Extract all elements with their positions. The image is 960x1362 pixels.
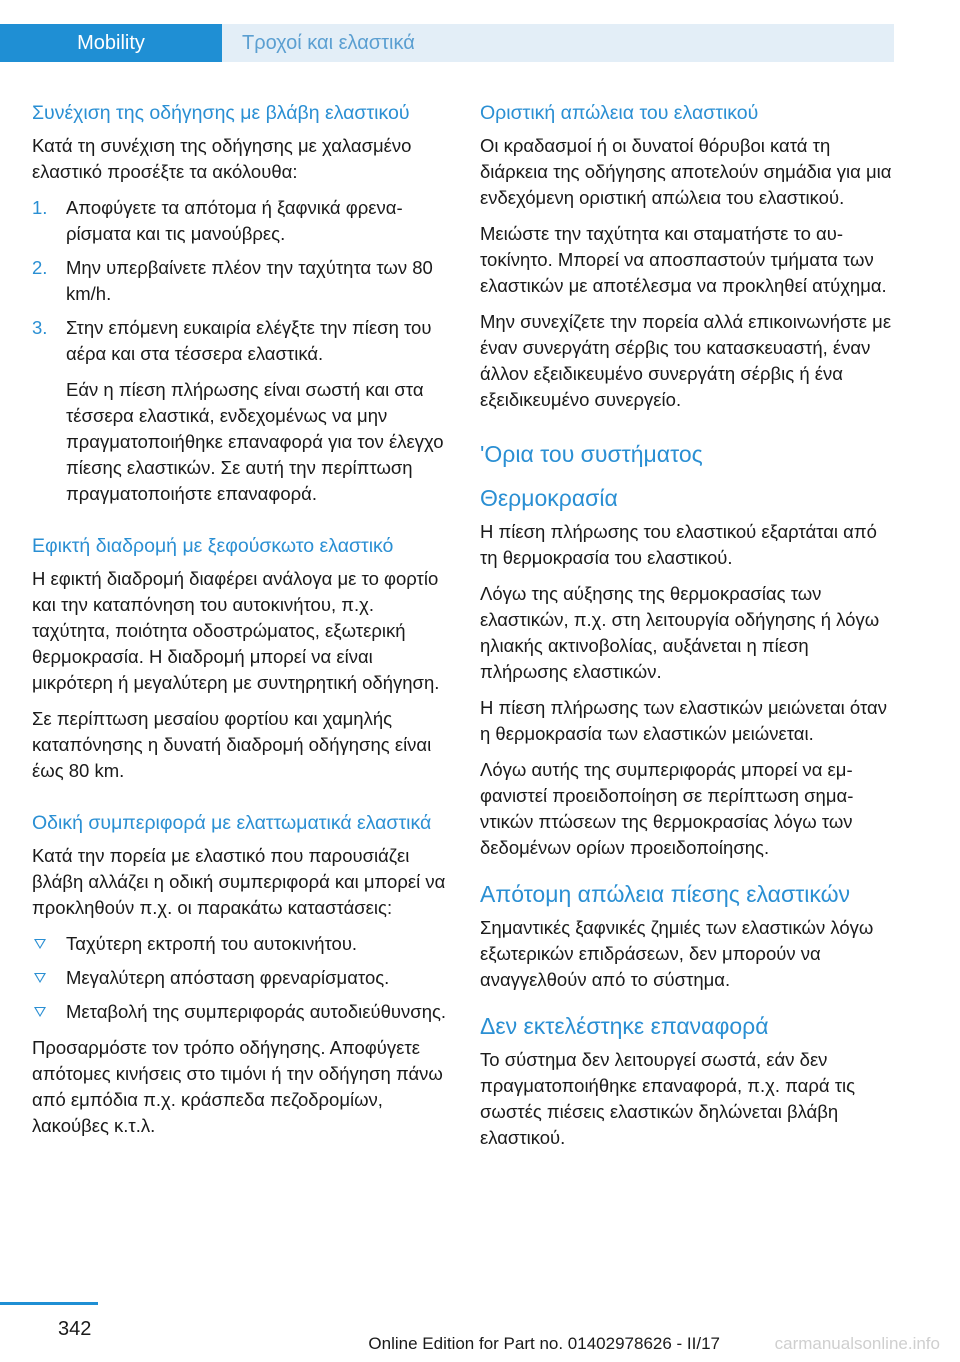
step-number: 1. bbox=[32, 197, 48, 218]
spacer bbox=[32, 517, 450, 533]
bullet-text: Ταχύτερη εκτροπή του αυτοκινήτου. bbox=[66, 933, 358, 954]
page-number: 342 bbox=[58, 1318, 92, 1340]
paragraph: Λόγω της αύξησης της θερμοκρασίας των ελαστικών, π.χ. στη λειτουργία οδήγησης ή λόγω ηλιακής ακτινοβολίας, αυξάνεται η πίεση πλήρωσης ελαστικών. bbox=[480, 583, 880, 682]
bullet-text: Μεγαλύτερη απόσταση φρεναρίσματος. bbox=[66, 967, 390, 988]
heading-tire-loss: Οριστική απώλεια του ελαστικού bbox=[480, 102, 759, 124]
heading-handling: Οδική συμπεριφορά με ελαττωματικά ελαστικά bbox=[32, 812, 432, 834]
spacer bbox=[480, 475, 898, 483]
spacer bbox=[480, 871, 898, 879]
chapter-tab-mobility: Mobility bbox=[0, 24, 222, 62]
step-note: Εάν η πίεση πλήρωσης είναι σωστή και στα τέσσερα ελαστικά, ενδεχομένως να μην πραγματοποιήθηκε επαναφορά για τον έλεγχο πίεσης ελαστικών. Σε αυτή την περίπτωση πραγματοποιήστε επαναφορά. bbox=[66, 379, 444, 504]
steps-list bbox=[32, 195, 450, 367]
heading-possible-range: Εφικτή διαδρομή με ξεφούσκωτο ελαστικό bbox=[32, 535, 394, 557]
left-column bbox=[32, 100, 450, 1149]
bullet-list bbox=[32, 931, 450, 1025]
paragraph: Το σύστημα δεν λειτουργεί σωστά, εάν δεν πραγματοποιήθηκε επαναφορά, π.χ. παρά τις σωστές πιέσεις ελαστικών δηλώνεται βλάβη ελαστικού. bbox=[480, 1049, 856, 1148]
watermark: carmanualsonline.info bbox=[774, 1334, 940, 1353]
page-header bbox=[0, 0, 960, 62]
paragraph: Μειώστε την ταχύτητα και σταματήστε το αυτοκίνητο. Μπορεί να αποσπαστούν τμήματα των ελαστικών με αποτέλεσμα να προκληθεί ατύχημα. bbox=[480, 223, 887, 296]
bullet-text: Μεταβολή της συμπεριφοράς αυτοδιεύθυνσης. bbox=[66, 1001, 447, 1022]
paragraph: Λόγω αυτής της συμπεριφοράς μπορεί να εμφανιστεί προειδοποίηση σε περίπτωση σημαντικών πτώσεων της θερμοκρασίας λόγω των δεδομένων ορίων προειδοποίησης. bbox=[480, 759, 854, 858]
heading-temperature: Θερμοκρασία bbox=[480, 485, 618, 511]
step-text: Μην υπερβαίνετε πλέον την ταχύτητα των 80 km/h. bbox=[66, 257, 433, 304]
paragraph: Προσαρμόστε τον τρόπο οδήγησης. Αποφύγετε απότομες κινήσεις στο τιμόνι ή την οδήγηση πάνω από εμπόδια π.χ. κράσπεδα πεζοδρομίων, λακούβες κ.τ.λ. bbox=[32, 1037, 443, 1136]
list-item bbox=[32, 931, 450, 957]
paragraph: Μην συνεχίζετε την πορεία αλλά επικοινωνήστε με έναν συνεργάτη σέρβις του κατασκευαστή, έναν άλλον εξειδικευμένο συνεργάτη σέρβις ή ένα εξειδικευμένο συνεργείο. bbox=[480, 311, 892, 410]
step-text: Αποφύγετε τα απότομα ή ξαφνικά φρεναρίσματα και τις μανούβρες. bbox=[66, 197, 403, 244]
section-title: Τροχοί και ελαστικά bbox=[222, 24, 894, 62]
list-item bbox=[32, 315, 450, 367]
edition-note: Online Edition for Part no. 01402978626 - II/17 bbox=[368, 1334, 720, 1353]
spacer bbox=[32, 794, 450, 810]
spacer bbox=[480, 1003, 898, 1011]
triangle-bullet-icon bbox=[34, 973, 46, 983]
list-item bbox=[32, 965, 450, 991]
spacer bbox=[480, 423, 898, 439]
paragraph: Κατά την πορεία με ελαστικό που παρουσιάζει βλάβη αλλάζει η οδική συμπεριφορά και μπορεί να προκληθούν π.χ. οι παρακάτω καταστάσεις: bbox=[32, 845, 446, 918]
paragraph: Σημαντικές ξαφνικές ζημιές των ελαστικών λόγω εξωτερικών επιδράσεων, δεν μπορούν να αναγγελθούν από το σύστημα. bbox=[480, 917, 874, 990]
heading-system-limits: 'Ορια του συστήματος bbox=[480, 441, 703, 467]
heading-no-reset: Δεν εκτελέστηκε επαναφορά bbox=[480, 1013, 769, 1039]
list-item bbox=[32, 999, 450, 1025]
list-item bbox=[32, 255, 450, 307]
paragraph: Η πίεση πλήρωσης των ελαστικών μειώνεται όταν η θερμοκρασία των ελαστικών μειώνεται. bbox=[480, 697, 887, 744]
heading-sudden-pressure-loss: Απότομη απώλεια πίεσης ελαστικών bbox=[480, 881, 851, 907]
paragraph: Η πίεση πλήρωσης του ελαστικού εξαρτάται από τη θερμοκρασία του ελαστικού. bbox=[480, 521, 877, 568]
paragraph: Οι κραδασμοί ή οι δυνατοί θόρυβοι κατά τη διάρκεια της οδήγησης αποτελούν σημάδια για μια ενδεχόμενη οριστική απώλεια του ελαστικού. bbox=[480, 135, 892, 208]
heading-continue-driving: Συνέχιση της οδήγησης με βλάβη ελαστικού bbox=[32, 102, 410, 124]
footer-rule bbox=[0, 1302, 98, 1305]
paragraph: Η εφικτή διαδρομή διαφέρει ανάλογα με το φορτίο και την καταπόνηση του αυτοκινήτου, π.χ. ταχύτητα, ποιότητα οδοστρώματος, εξωτερική θερμοκρασία. Η διαδρομή μπορεί να είναι μικρότερη ή μεγαλύτερη με συντηρητική οδήγηση. bbox=[32, 568, 440, 693]
step-number: 2. bbox=[32, 257, 48, 278]
list-item bbox=[32, 195, 450, 247]
step-text: Στην επόμενη ευκαιρία ελέγξτε την πίεση του αέρα και στα τέσσερα ελαστικά. bbox=[66, 317, 432, 364]
right-column bbox=[480, 100, 898, 1161]
triangle-bullet-icon bbox=[34, 939, 46, 949]
paragraph: Κατά τη συνέχιση της οδήγησης με χαλασμένο ελαστικό προσέξτε τα ακόλουθα: bbox=[32, 135, 412, 182]
step-number: 3. bbox=[32, 317, 48, 338]
triangle-bullet-icon bbox=[34, 1007, 46, 1017]
paragraph: Σε περίπτωση μεσαίου φορτίου και χαμηλής καταπόνησης η δυνατή διαδρομή οδήγησης είναι έως 80 km. bbox=[32, 708, 432, 781]
